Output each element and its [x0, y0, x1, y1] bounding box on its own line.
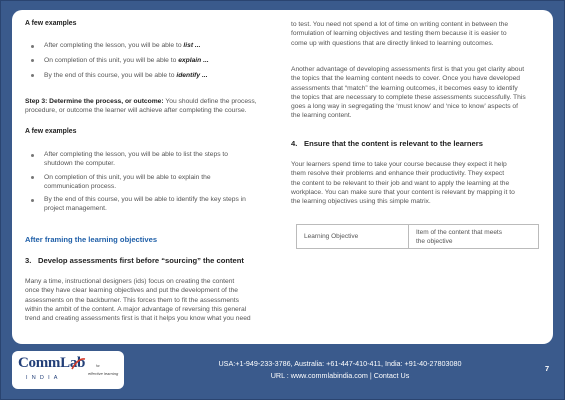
- logo-wordmark: CommLab: [18, 355, 86, 371]
- objective-matrix-table: [296, 224, 539, 249]
- logo-tagline: effective learning: [88, 371, 119, 376]
- list-item: By the end of this course, you will be able to identify ...: [25, 71, 287, 80]
- swoosh-icon: [70, 356, 86, 372]
- list-item: On completion of this unit, you will be able to explain the communication process.: [25, 173, 287, 192]
- bullet-icon: [31, 45, 34, 48]
- bullet-icon: [31, 176, 34, 179]
- step3-paragraph: Step 3: Determine the process, or outcome: You should define the process, procedure, or outcome the learner will achieve after completing the course.: [25, 98, 257, 115]
- logo-tagline-for: for: [96, 364, 100, 368]
- after-framing-heading: After framing the learning objectives: [25, 235, 158, 244]
- commlab-logo[interactable]: [12, 351, 124, 389]
- contact-url-link[interactable]: URL : www.commlabindia.com | Contact Us: [270, 371, 410, 380]
- section-3-heading: 3. Develop assessments first before “sourcing” the content: [25, 256, 244, 265]
- examples-list-1: [25, 41, 287, 80]
- bullet-icon: [31, 199, 34, 202]
- examples-heading-2: A few examples: [25, 128, 77, 135]
- content-card: [12, 10, 553, 344]
- bullet-icon: [31, 74, 34, 77]
- page-number: 7: [545, 364, 550, 373]
- list-item: On completion of this unit, you will be able to explain ...: [25, 56, 287, 65]
- contact-phones: USA:+1-949-233-3786, Australia: +61-447-410-411, India: +91-40-27803080: [218, 359, 462, 368]
- section-4-paragraph: Your learners spend time to take your course because they expect it help them resolve their problems and enhance their productivity. They expect the content to be relevant to their job and want to apply the learning at the workplace. You can make sure that your content is relevant by mapping it to the learning objectives using this simple matrix.: [291, 161, 515, 206]
- examples-heading-1: A few examples: [25, 20, 77, 27]
- footer-contact: [130, 358, 550, 382]
- assessment-paragraph-2: Another advantage of developing assessments first is that you get clarity about the topics that the learning content needs to cover. Once you have developed assessments that “match” the learning outcomes, it becomes easy to identify the topics that are necessary to complete these assessments successfully. This goes a long way in segregating the ‘must know’ and ‘nice to know’ aspects of the learning content.: [291, 66, 526, 120]
- step3-label: Step 3: Determine the process, or outcome:: [25, 98, 164, 105]
- section-4-heading: 4. Ensure that the content is relevant to the learners: [291, 139, 483, 148]
- list-item: After completing the lesson, you will be able to list the steps to shutdown the computer.: [25, 150, 287, 169]
- list-item: After completing the lesson, you will be able to list ...: [25, 41, 287, 50]
- table-cell-learning-objective: Learning Objective: [297, 225, 409, 249]
- table-row: [297, 225, 539, 249]
- section-3-paragraph: Many a time, instructional designers (ids) focus on creating the content once they have clear learning objectives and put the development of the assessments on the backburner. This forces them to fit the assessments within the ambit of the content. A major advantage of reversing this general trend and creating assessments first is that it helps you know what you need: [25, 278, 251, 323]
- logo-subtitle: INDIA: [26, 375, 62, 381]
- table-cell-content-item: Item of the content that meets the objective: [409, 225, 539, 249]
- bullet-icon: [31, 59, 34, 62]
- list-item: By the end of this course, you will be able to identify the key steps in project management.: [25, 195, 287, 214]
- assessment-paragraph-1: to test. You need not spend a lot of time on writing content in between the formulation of learning objectives and testing them because it is easier to come up with questions that are directly linked to learning outcomes.: [291, 21, 509, 47]
- examples-list-2: [25, 150, 287, 214]
- bullet-icon: [31, 154, 34, 157]
